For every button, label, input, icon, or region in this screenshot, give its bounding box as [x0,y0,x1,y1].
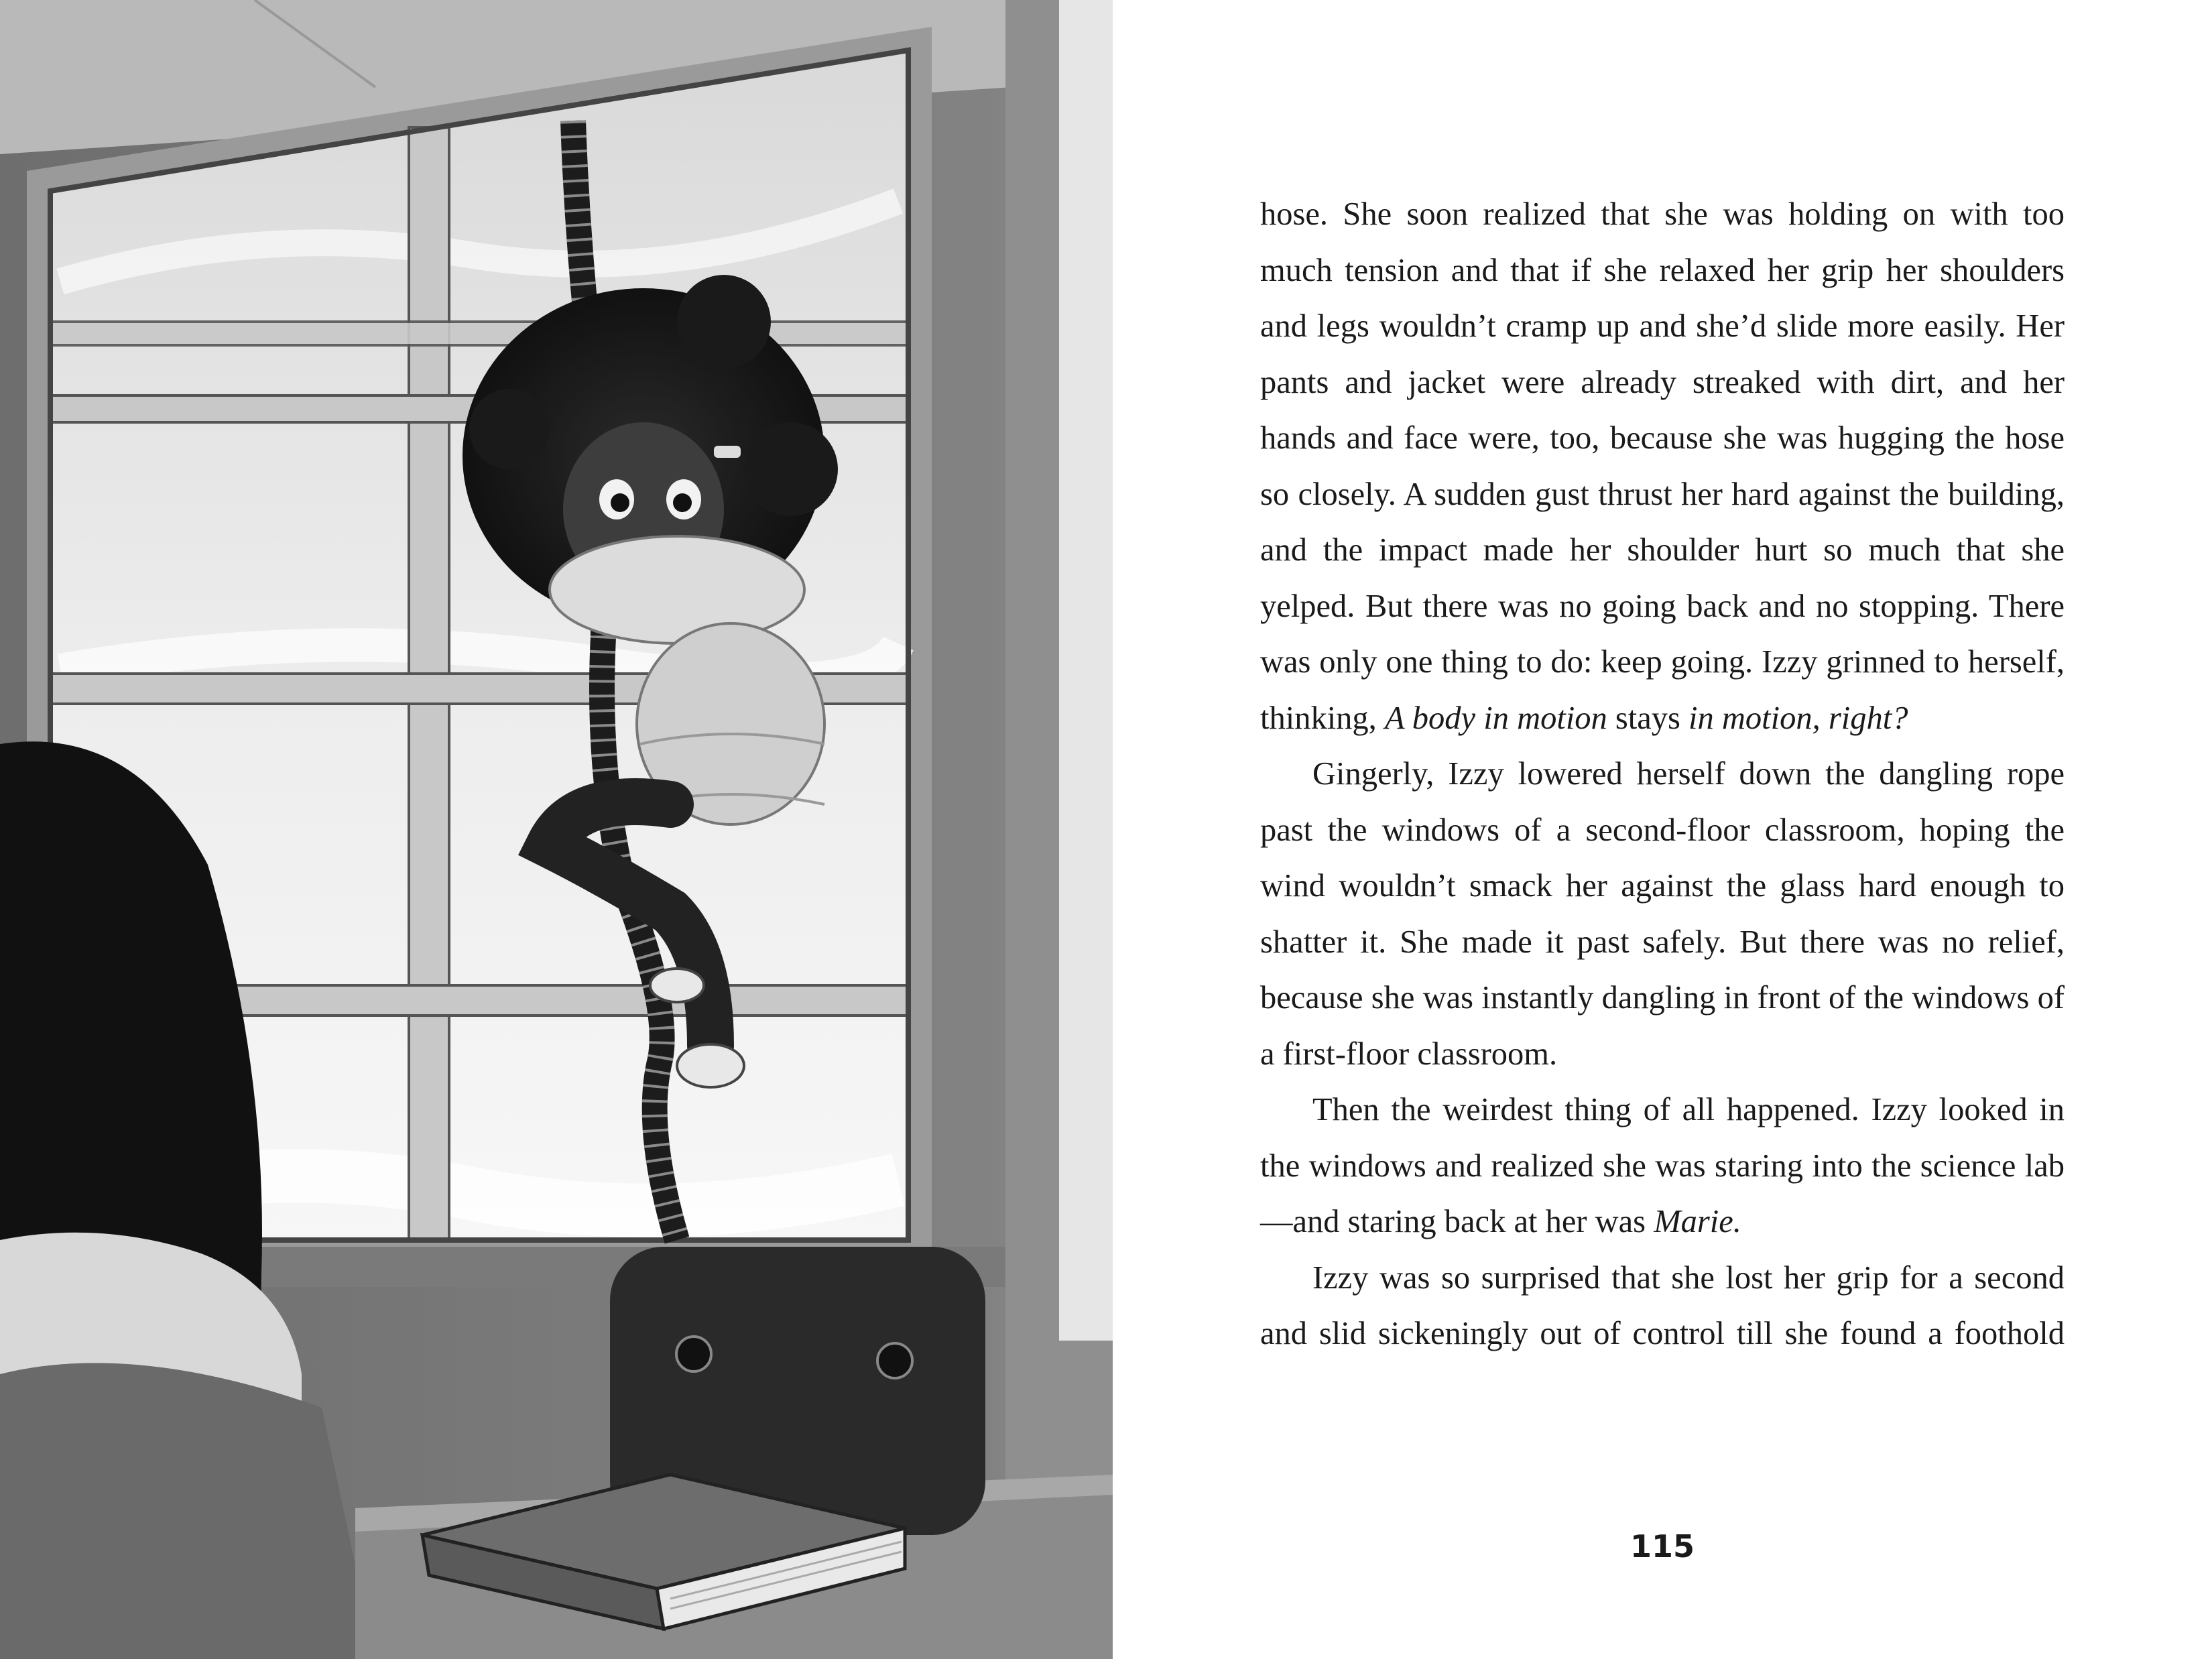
italic-phrase-1: A body in motion [1384,700,1607,736]
italic-name-marie: Marie. [1654,1204,1741,1239]
page-number: 115 [1630,1528,1695,1564]
italic-phrase-2: in motion, right? [1688,700,1908,736]
paragraph-3 [1260,1082,2065,1250]
paragraph-2: Gingerly, Izzy lowered herself down the dangling rope past the windows of a second-floor classroom, hoping the wind wouldn’t smack her against the glass hard enough to shatter it. She made it past safely. But there was no relief, because she was instantly dangling in front of the windows of a first-floor classroom. [1260,756,2065,1072]
paragraph-1-middle: stays [1607,700,1689,736]
paragraph-4: Izzy was so surprised that she lost her grip for a second and slid sickeningly out of control till she found a foothold [1260,1259,2065,1351]
paragraph-1-text: hose. She soon realized that she was holding on with too much tension and that if she relaxed her grip her shoulders and legs wouldn’t cramp up and she’d slide more easily. Her pants and jacket were already streaked with dirt, and her hands and face were, too, because she was hugging the hose so closely. A sudden gust thrust her hard against the building, and the impact made her shoulder hurt so much that she yelped. But there was no going back and no stopping. There was only one thing to do: keep going. Izzy grinned to herself, thinking, [1260,196,2065,736]
paragraph-1 [1260,186,2065,746]
paragraph-3-text: Then the weirdest thing of all happened. Izzy looked in the windows and realized she was staring into the science lab—and staring back at her was [1260,1092,2065,1239]
text-page [1260,186,2065,1362]
